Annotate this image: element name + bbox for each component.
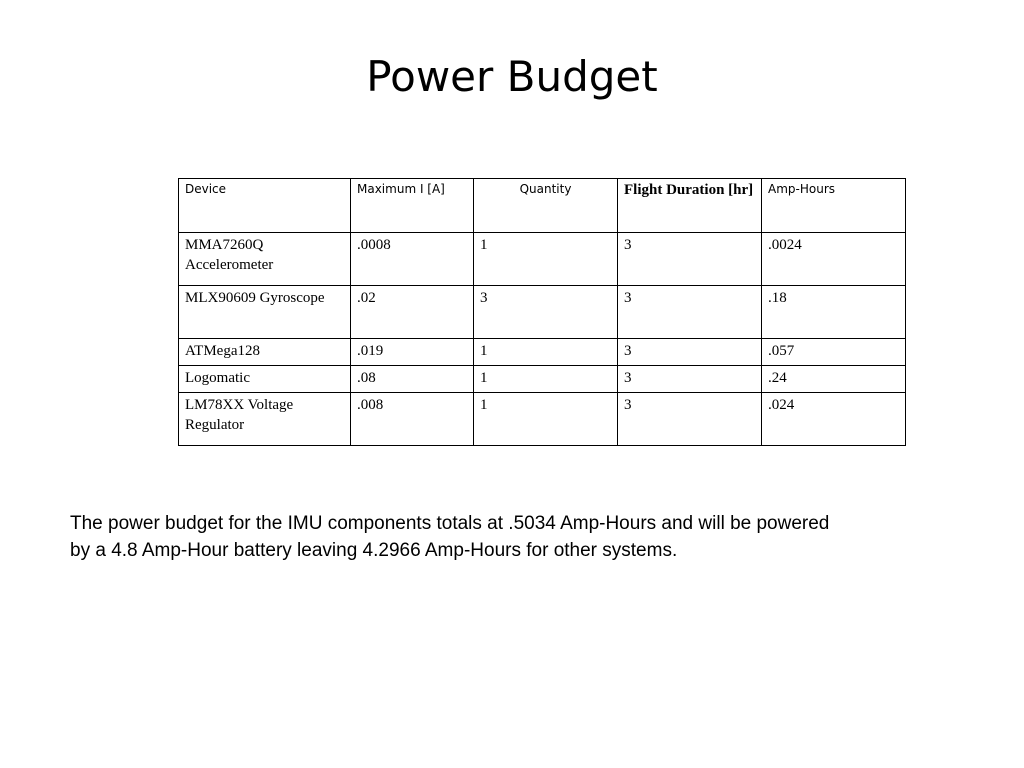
header-maximum-current: Maximum I [A] [351,179,474,233]
table-cell-quantity: 1 [474,339,618,366]
table-cell-max-current: .008 [351,393,474,446]
table-row [179,393,906,446]
table-cell-max-current: .08 [351,366,474,393]
table-cell-flight-duration: 3 [618,233,762,286]
header-amp-hours: Amp-Hours [762,179,906,233]
table-cell-device: LM78XX Voltage Regulator [179,393,351,446]
page-title: Power Budget [366,52,658,101]
table-cell-flight-duration: 3 [618,366,762,393]
table-cell-flight-duration: 3 [618,286,762,339]
table-cell-flight-duration: 3 [618,339,762,366]
table-cell-max-current: .0008 [351,233,474,286]
table-cell-max-current: .02 [351,286,474,339]
header-quantity: Quantity [474,179,618,233]
header-flight-duration: Flight Duration [hr] [618,179,762,233]
table-row [179,339,906,366]
power-budget-table [178,178,906,446]
header-device: Device [179,179,351,233]
table-cell-amp-hours: .18 [762,286,906,339]
table-cell-quantity: 1 [474,393,618,446]
table-cell-quantity: 1 [474,366,618,393]
table-cell-quantity: 1 [474,233,618,286]
table-cell-amp-hours: .24 [762,366,906,393]
table-cell-device: MMA7260Q Accelerometer [179,233,351,286]
summary-paragraph: The power budget for the IMU components totals at .5034 Amp-Hours and will be powered by a 4.8 Amp-Hour battery leaving 4.2966 Amp-Hours for other systems. [70,513,830,561]
table-cell-amp-hours: .024 [762,393,906,446]
table-row [179,286,906,339]
table-cell-amp-hours: .057 [762,339,906,366]
table-cell-device: MLX90609 Gyroscope [179,286,351,339]
table-row [179,366,906,393]
table-row [179,233,906,286]
table-header-row [179,179,906,233]
table-cell-device: Logomatic [179,366,351,393]
table-cell-device: ATMega128 [179,339,351,366]
table-cell-flight-duration: 3 [618,393,762,446]
table-cell-max-current: .019 [351,339,474,366]
table-cell-amp-hours: .0024 [762,233,906,286]
table-cell-quantity: 3 [474,286,618,339]
